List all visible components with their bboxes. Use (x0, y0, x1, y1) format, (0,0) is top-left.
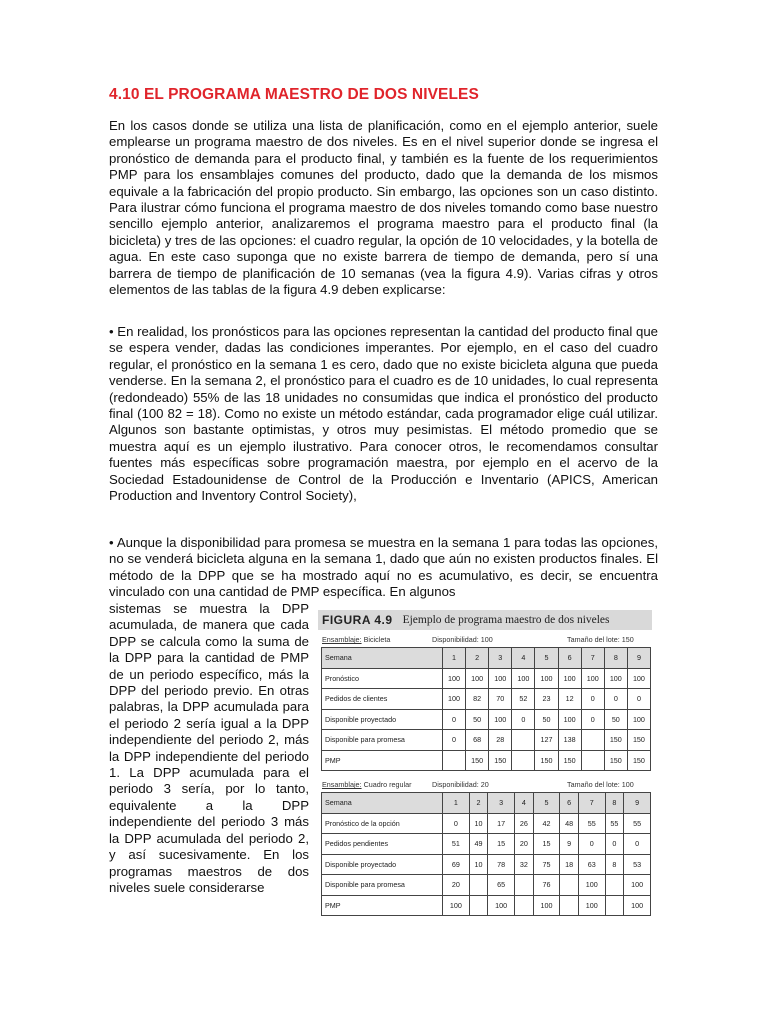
value-cell: 12 (558, 689, 581, 710)
value-cell: 150 (489, 750, 512, 771)
value-cell: 18 (560, 854, 579, 875)
value-cell: 55 (624, 813, 651, 834)
value-cell: 0 (578, 834, 605, 855)
row-label-cell: Disponible proyectado (322, 854, 443, 875)
value-cell (605, 875, 624, 896)
header-week-cell: 6 (560, 793, 579, 814)
value-cell: 53 (624, 854, 651, 875)
assembly-name: Cuadro regular (363, 780, 412, 789)
table-row (322, 750, 651, 771)
value-cell: 100 (581, 668, 604, 689)
table-header-row (322, 793, 651, 814)
value-cell (512, 730, 535, 751)
value-cell: 49 (469, 834, 488, 855)
header-week-cell: 5 (535, 648, 558, 669)
value-cell: 100 (627, 668, 650, 689)
value-cell: 0 (443, 730, 466, 751)
value-cell: 42 (533, 813, 560, 834)
table1-assembly-info (318, 630, 652, 647)
value-cell (515, 895, 534, 916)
row-label-cell: PMP (322, 895, 443, 916)
header-week-cell: 4 (512, 648, 535, 669)
row-label-cell: Pedidos de clientes (322, 689, 443, 710)
assembly-name: Bicicleta (363, 635, 391, 644)
table-row (322, 834, 651, 855)
value-cell: 100 (558, 668, 581, 689)
value-cell: 17 (488, 813, 515, 834)
value-cell: 138 (558, 730, 581, 751)
availability: Disponibilidad: 100 (432, 635, 493, 644)
header-week-cell: 9 (627, 648, 650, 669)
value-cell (512, 750, 535, 771)
table-header-row (322, 648, 651, 669)
value-cell: 100 (512, 668, 535, 689)
header-week-cell: 1 (443, 648, 466, 669)
value-cell: 100 (604, 668, 627, 689)
value-cell (560, 875, 579, 896)
assembly-label: Ensamblaje: (322, 635, 362, 644)
section-title: 4.10 EL PROGRAMA MAESTRO DE DOS NIVELES (109, 86, 479, 103)
table2-assembly-info (318, 771, 652, 792)
value-cell: 150 (627, 730, 650, 751)
value-cell: 0 (605, 834, 624, 855)
row-label-cell: Disponible para promesa (322, 875, 443, 896)
value-cell: 100 (443, 895, 470, 916)
value-cell: 9 (560, 834, 579, 855)
value-cell (581, 750, 604, 771)
value-cell: 0 (581, 709, 604, 730)
value-cell: 0 (624, 834, 651, 855)
value-cell: 150 (558, 750, 581, 771)
value-cell: 100 (627, 709, 650, 730)
value-cell: 28 (489, 730, 512, 751)
value-cell (581, 730, 604, 751)
value-cell: 100 (558, 709, 581, 730)
value-cell: 63 (578, 854, 605, 875)
value-cell (515, 875, 534, 896)
value-cell: 26 (515, 813, 534, 834)
value-cell: 0 (512, 709, 535, 730)
value-cell: 65 (488, 875, 515, 896)
header-label-cell: Semana (322, 648, 443, 669)
row-label-cell: PMP (322, 750, 443, 771)
table-row (322, 875, 651, 896)
row-label-cell: Disponible para promesa (322, 730, 443, 751)
value-cell: 15 (533, 834, 560, 855)
table-row (322, 813, 651, 834)
value-cell: 75 (533, 854, 560, 875)
header-week-cell: 8 (605, 793, 624, 814)
figure-header (318, 610, 652, 630)
value-cell (443, 750, 466, 771)
lot-size: Tamaño del lote: 150 (567, 635, 634, 644)
value-cell: 69 (443, 854, 470, 875)
row-label-cell: Pronóstico (322, 668, 443, 689)
table-row (322, 895, 651, 916)
value-cell (560, 895, 579, 916)
header-week-cell: 3 (488, 793, 515, 814)
value-cell: 78 (488, 854, 515, 875)
value-cell: 50 (466, 709, 489, 730)
value-cell: 20 (515, 834, 534, 855)
value-cell: 100 (489, 668, 512, 689)
table-row (322, 730, 651, 751)
value-cell: 50 (604, 709, 627, 730)
value-cell: 127 (535, 730, 558, 751)
row-label-cell: Pronóstico de la opción (322, 813, 443, 834)
assembly-label: Ensamblaje: (322, 780, 362, 789)
value-cell: 55 (578, 813, 605, 834)
value-cell: 150 (535, 750, 558, 771)
mps-table-bicycle (321, 647, 651, 771)
value-cell: 100 (578, 895, 605, 916)
availability: Disponibilidad: 20 (432, 780, 489, 789)
table-row (322, 709, 651, 730)
mps-table-regular-frame (321, 792, 651, 916)
table-row (322, 854, 651, 875)
header-week-cell: 2 (466, 648, 489, 669)
value-cell: 150 (627, 750, 650, 771)
value-cell: 100 (489, 709, 512, 730)
figure-label: FIGURA 4.9 (322, 613, 393, 627)
value-cell: 70 (489, 689, 512, 710)
header-week-cell: 4 (515, 793, 534, 814)
value-cell: 68 (466, 730, 489, 751)
lot-size: Tamaño del lote: 100 (567, 780, 634, 789)
value-cell: 0 (443, 709, 466, 730)
figure-caption: Ejemplo de programa maestro de dos niveles (402, 614, 610, 626)
value-cell: 100 (624, 895, 651, 916)
figure-4-9 (318, 610, 652, 940)
header-week-cell: 5 (533, 793, 560, 814)
value-cell: 50 (535, 709, 558, 730)
value-cell: 100 (578, 875, 605, 896)
value-cell: 76 (533, 875, 560, 896)
value-cell (469, 875, 488, 896)
value-cell: 10 (469, 813, 488, 834)
value-cell: 150 (466, 750, 489, 771)
row-label-cell: Pedidos pendientes (322, 834, 443, 855)
value-cell: 0 (581, 689, 604, 710)
value-cell: 150 (604, 730, 627, 751)
value-cell: 23 (535, 689, 558, 710)
header-week-cell: 9 (624, 793, 651, 814)
header-week-cell: 7 (578, 793, 605, 814)
value-cell: 52 (512, 689, 535, 710)
value-cell: 0 (443, 813, 470, 834)
row-label-cell: Disponible proyectado (322, 709, 443, 730)
value-cell: 100 (624, 875, 651, 896)
header-week-cell: 7 (581, 648, 604, 669)
header-week-cell: 2 (469, 793, 488, 814)
value-cell (605, 895, 624, 916)
header-week-cell: 1 (443, 793, 470, 814)
value-cell: 15 (488, 834, 515, 855)
paragraph-bullet-forecast: • En realidad, los pronósticos para las opciones representan la cantidad del producto final que se espera vender, dadas las condiciones imperantes. Por ejemplo, en el caso del cuadro regular, el pronóstico en la semana 1 es cero, dado que no existe bicicleta alguna que pueda venderse. En la semana 2, el pronóstico para el cuadro es de 10 unidades, lo cual representa (redondeado) 55% de las 18 unidades no consumidas que indica el pronóstico del producto final (100 82 = 18). Como no existe un método estándar, cada programador elige cuál utilizar. Algunos son bastante optimistas, y otros muy pesimistas. El método promedio que se muestra aquí es un ejemplo ilustrativo. Para conocer otros, le recomendamos consultar fuentes más específicas sobre programación maestra, por ejemplo en el acervo de la Sociedad Estadounidense de Control de la Producción e Inventario (APICS, American Production and Inventory Control Society), (109, 324, 658, 504)
value-cell: 150 (604, 750, 627, 771)
value-cell: 100 (466, 668, 489, 689)
header-week-cell: 6 (558, 648, 581, 669)
header-label-cell: Semana (322, 793, 443, 814)
value-cell: 32 (515, 854, 534, 875)
value-cell: 100 (443, 689, 466, 710)
value-cell: 10 (469, 854, 488, 875)
header-week-cell: 8 (604, 648, 627, 669)
table-row (322, 689, 651, 710)
value-cell: 100 (488, 895, 515, 916)
value-cell: 100 (535, 668, 558, 689)
value-cell: 100 (533, 895, 560, 916)
value-cell: 82 (466, 689, 489, 710)
value-cell: 8 (605, 854, 624, 875)
value-cell: 0 (627, 689, 650, 710)
paragraph-intro: En los casos donde se utiliza una lista de planificación, como en el ejemplo anterior, suele emplearse un programa maestro de dos niveles. Es en el nivel superior donde se ingresa el pronóstico de demanda para el producto final, y también es la fuente de los requerimientos PMP para los ensamblajes comunes del producto, dado que la demanda de los mismos equivale a la fabricación del propio producto. Sin embargo, las opciones son un caso distinto. Para ilustrar cómo funciona el programa maestro de dos niveles tomando como base nuestro sencillo ejemplo anterior, analizaremos el programa maestro para el producto final (la bicicleta) y tres de las opciones: el cuadro regular, la opción de 10 velocidades, y la botella de agua. En este caso suponga que no existe barrera de tiempo de demanda, pero sí una barrera de tiempo de planificación de 10 semanas (vea la figura 4.9). Varias cifras y otros elementos de las tablas de la figura 4.9 deben explicarse: (109, 118, 658, 298)
header-week-cell: 3 (489, 648, 512, 669)
value-cell: 20 (443, 875, 470, 896)
paragraph-bullet-atp: • Aunque la disponibilidad para promesa se muestra en la semana 1 para todas las opciones, no se venderá bicicleta alguna en la semana 1, dado que aún no existen productos finales. El método de la DPP que se ha mostrado aquí no es acumulativo, es decir, se encuentra vinculado con una cantidad de PMP específica. En algunos (109, 535, 658, 600)
value-cell: 48 (560, 813, 579, 834)
value-cell: 55 (605, 813, 624, 834)
table-row (322, 668, 651, 689)
value-cell: 51 (443, 834, 470, 855)
value-cell (469, 895, 488, 916)
paragraph-cumulative-atp: sistemas se muestra la DPP acumulada, de manera que cada DPP se calcula como la suma de la DPP para la cantidad de PMP de un periodo específico, más la DPP del periodo previo. En otras palabras, la DPP acumulada para el periodo 2 sería igual a la DPP independiente del periodo 2, más la DPP independiente del periodo 1. La DPP acumulada para el periodo 3 sería, por lo tanto, equivalente a la DPP independiente del periodo 3 más la DPP acumulada del periodo 2, y así sucesivamente. En los programas maestros de dos niveles suele considerarse (109, 601, 309, 895)
value-cell: 100 (443, 668, 466, 689)
value-cell: 0 (604, 689, 627, 710)
